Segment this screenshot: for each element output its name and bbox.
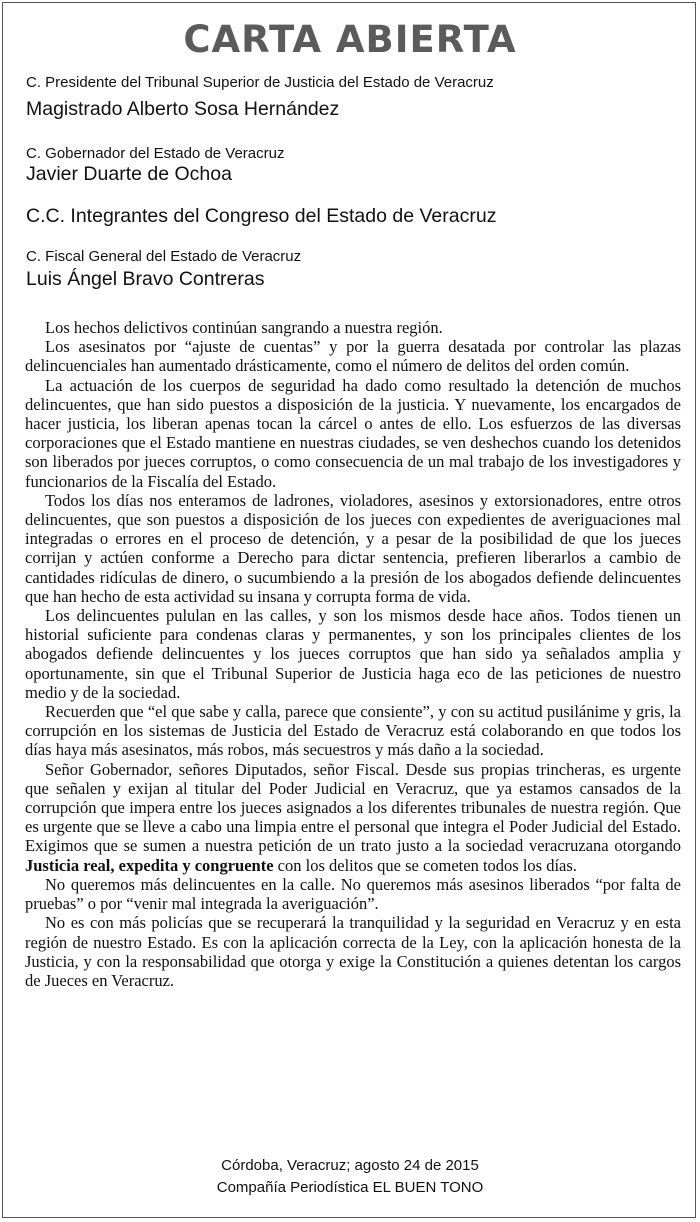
emphasis-text: Justicia real, expedita y congruente <box>25 855 274 875</box>
paragraph-text: con los delitos que se cometen todos los días. <box>273 855 577 875</box>
paragraph: No queremos más delincuentes en la calle. No queremos más asesinos liberados “por falta de pruebas” o por “venir mal integrada la averiguación”. <box>25 874 681 914</box>
paragraph: No es con más policías que se recuperará la tranquilidad y la seguridad en Veracruz y en esta región de nuestro Estado. Es con la aplicación correcta de la Ley, con la aplicación honesta de la Justicia, y con la responsabilidad que otorga y exige la Constitución a quienes detentan los cargos de Jueces en Veracruz. <box>25 913 681 990</box>
letter-body <box>25 318 681 990</box>
recipient-name-fiscal: Luis Ángel Bravo Contreras <box>26 268 265 290</box>
recipient-name-president: Magistrado Alberto Sosa Hernández <box>26 98 340 120</box>
paragraph: Todos los días nos enteramos de ladrones, violadores, asesinos y extorsionadores, entre otros delincuentes, que son puestos a disposición de los jueces con expedientes de averiguaciones mal integradas o errores en el proceso de detención, y a pesar de la posibilidad de que los jueces corrijan y actúen conforme a Derecho para dictar sentencia, prefieren liberarlos a cambio de cantidades ridículas de dinero, o sucumbiendo a la presión de los abogados defiende delincuentes que han hecho de esta actividad su insana y corrupta forma de vida. <box>25 490 681 606</box>
recipient-role-president: C. Presidente del Tribunal Superior de Justicia del Estado de Veracruz <box>26 74 494 91</box>
paragraph: Recuerden que “el que sabe y calla, parece que consiente”, y con su actitud pusilánime y gris, la corrupción en los sistemas de Justicia del Estado de Veracruz está colaborando en que todos los días haya más asesinatos, más robos, más secuestros y más daño a la sociedad. <box>25 702 681 760</box>
paragraph: Los hechos delictivos continúan sangrando a nuestra región. <box>45 318 443 337</box>
letter-title: CARTA ABIERTA <box>183 18 517 61</box>
signature-place-date: Córdoba, Veracruz; agosto 24 de 2015 <box>221 1157 479 1174</box>
paragraph-text: Señor Gobernador, señores Diputados, señor Fiscal. Desde sus propias trincheras, es urgente que señalen y exijan al titular del Poder Judicial en Veracruz, que ya estamos cansados de la corrupción que impera entre los jueces asignados a los diferentes tribunales de nuestra región. Que es urgente que se lleve a cabo una limpia entre el personal que integra el Poder Judicial del Estado. Exigimos que se sumen a nuestra petición de un trato justo a la sociedad veracruzana otorgando <box>25 759 681 856</box>
paragraph: Los delincuentes pululan en las calles, y son los mismos desde hace años. Todos tienen un historial suficiente para condenas claras y permanentes, y son los principales clientes de los abogados defiende delincuentes y los jueces corruptos que han sido ya señalados amplia y oportunamente, sin que el Tribunal Superior de Justicia haga eco de las peticiones de nuestro medio y de la sociedad. <box>25 606 681 702</box>
paragraph: Los asesinatos por “ajuste de cuentas” y por la guerra desatada por controlar las plazas delincuenciales han aumentado drásticamente, como el número de delitos del orden común. <box>25 337 681 376</box>
recipient-role-fiscal: C. Fiscal General del Estado de Veracruz <box>26 248 302 265</box>
recipient-name-congress: C.C. Integrantes del Congreso del Estado de Veracruz <box>26 205 497 227</box>
paragraph <box>25 760 681 875</box>
recipient-role-governor: C. Gobernador del Estado de Veracruz <box>26 145 285 162</box>
signature-company: Compañía Periodística EL BUEN TONO <box>216 1179 484 1196</box>
paragraph: La actuación de los cuerpos de seguridad ha dado como resultado la detención de muchos delincuentes, que han sido puestos a disposición de la justicia. Y nuevamente, los encargados de hacer justicia, los liberan apenas tocan la cárcel o antes de ello. Los esfuerzos de las diversas corporaciones que el Estado mantiene en nuestras ciudades, se ven deshechos cuando los detenidos son liberados por jueces corruptos, o como consecuencia de un mal trabajo de los investigadores y funcionarios de la Fiscalía del Estado. <box>25 375 681 491</box>
recipient-name-governor: Javier Duarte de Ochoa <box>26 163 232 185</box>
